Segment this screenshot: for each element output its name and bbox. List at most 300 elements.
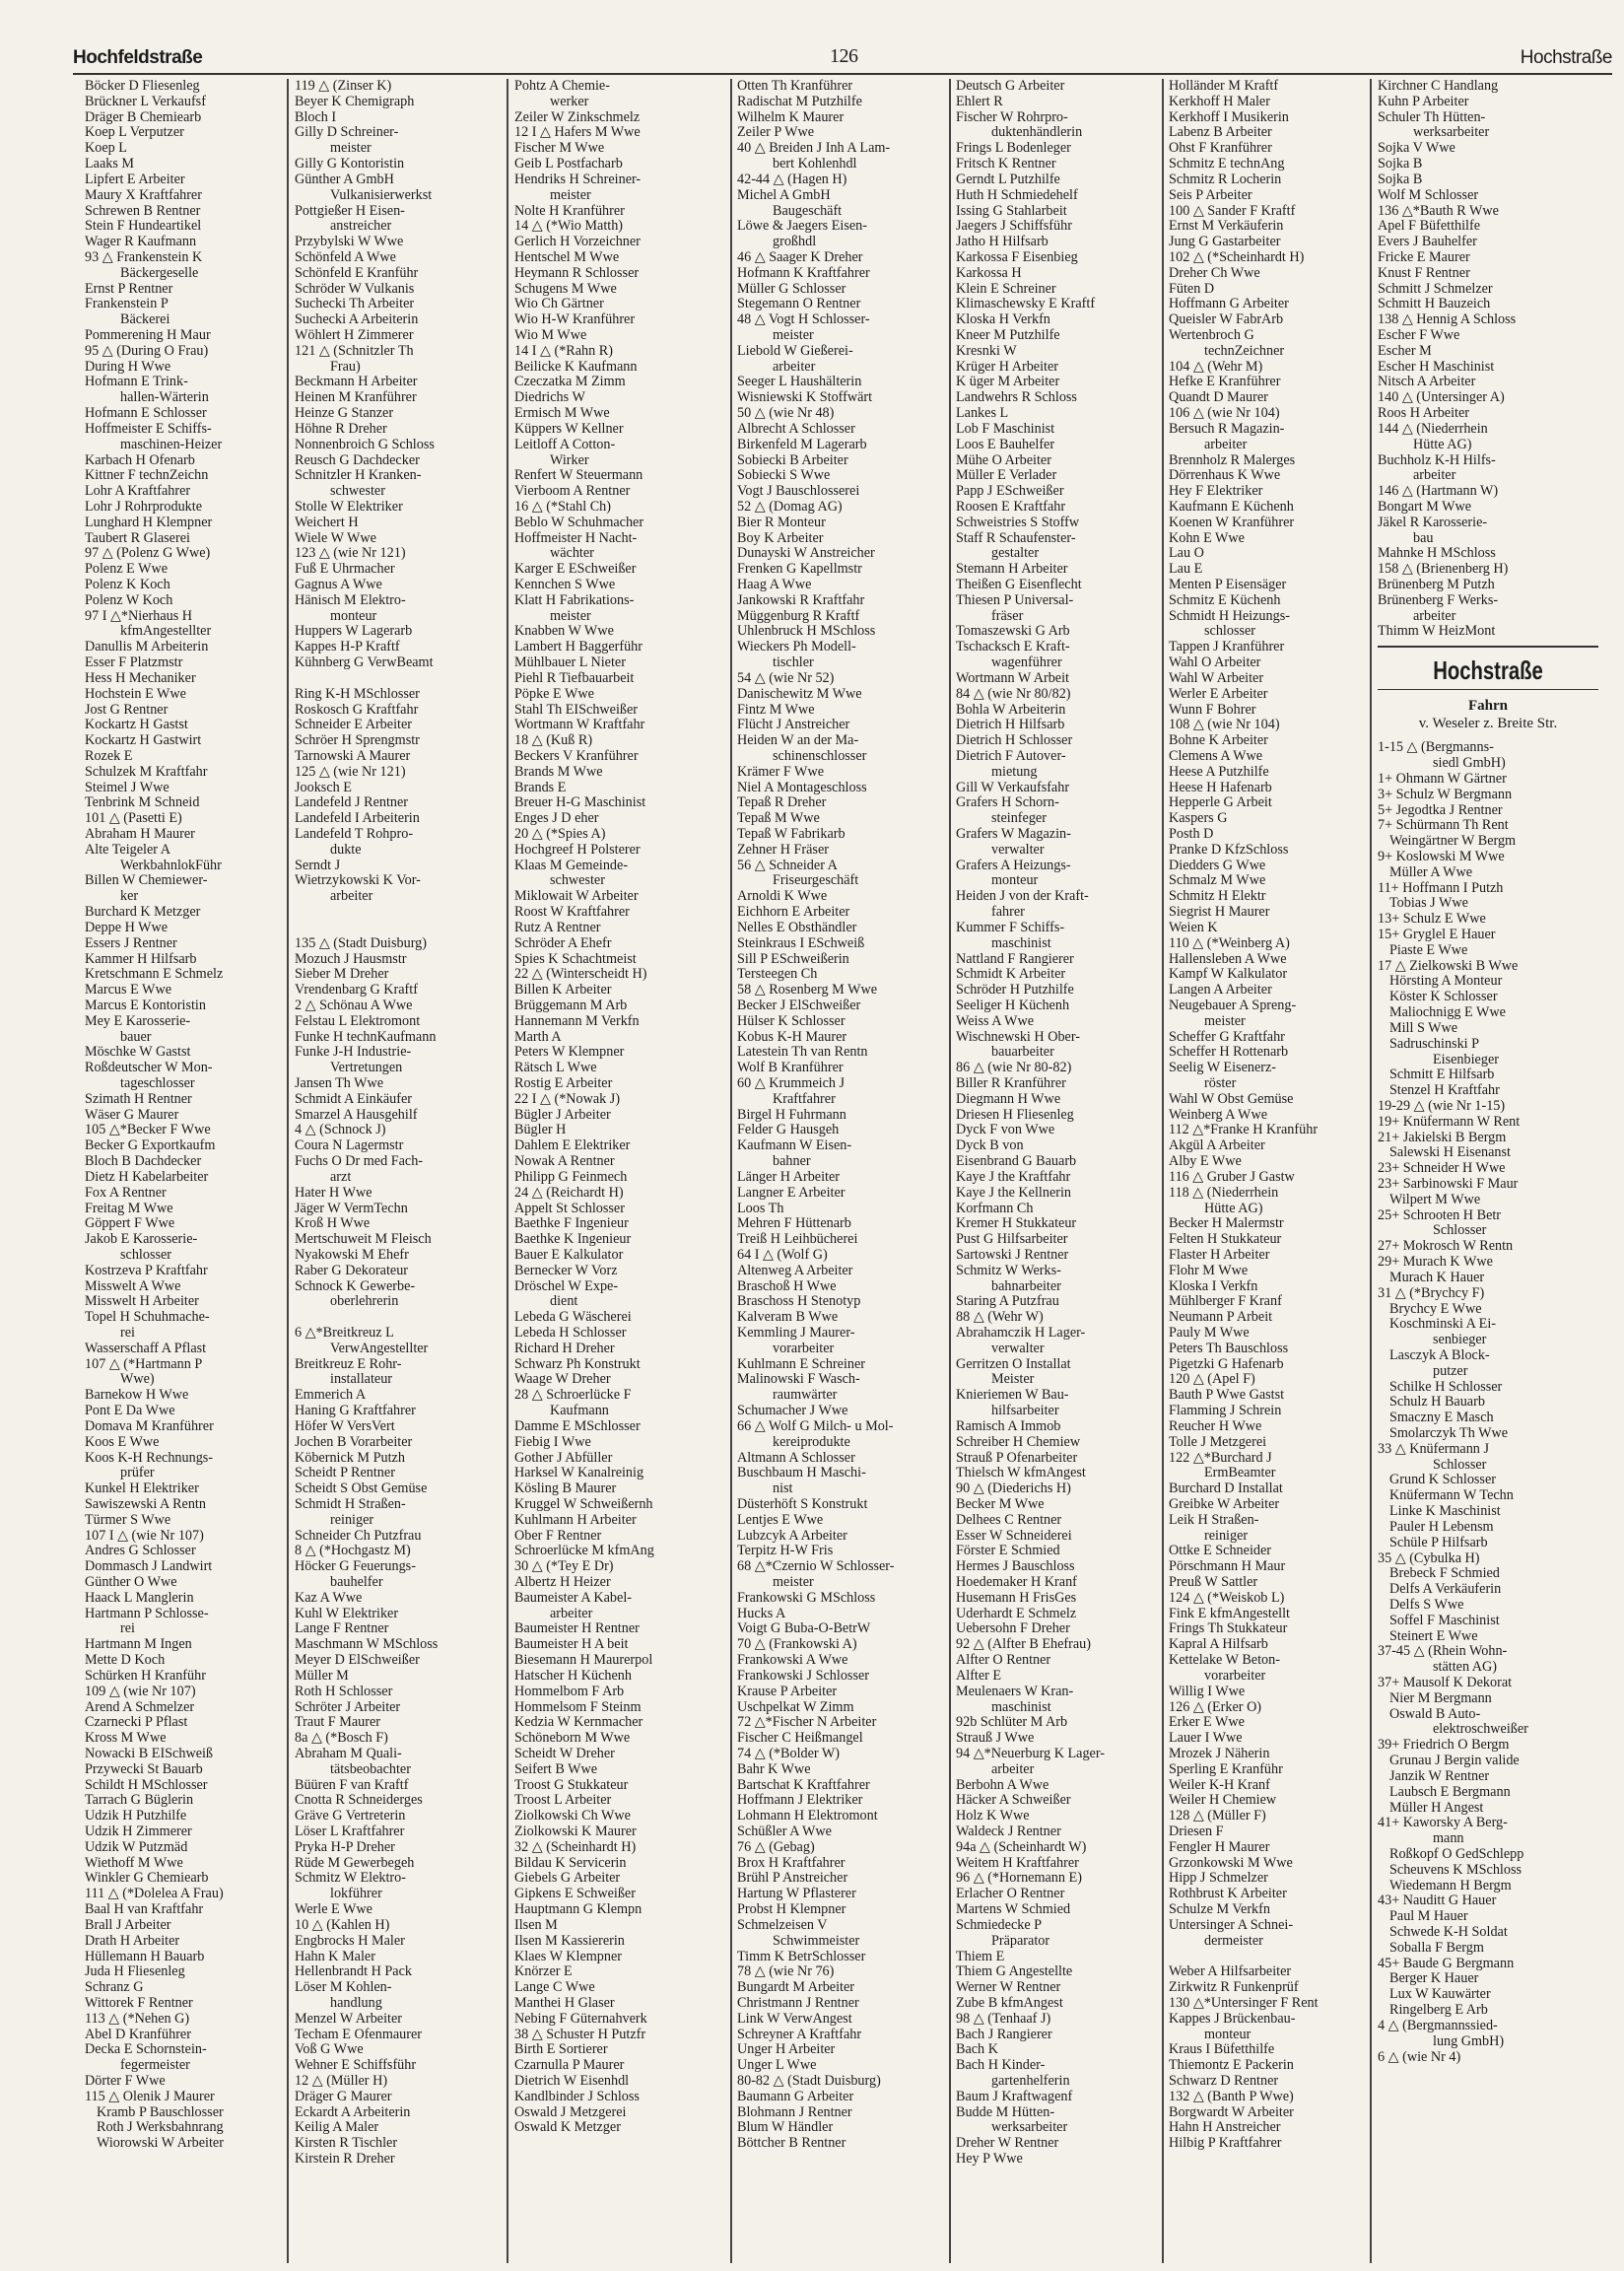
directory-entry: Frenken G Kapellmstr xyxy=(737,562,862,578)
directory-entry: Bohne K Arbeiter xyxy=(1169,733,1268,749)
directory-entry: Schmitz W Werks- xyxy=(956,1263,1061,1278)
directory-entry: Dyck B von xyxy=(956,1138,1024,1154)
directory-entry: Esser W Schneiderei xyxy=(956,1528,1072,1544)
directory-entry: Lebeda G Wäscherei xyxy=(514,1310,632,1326)
directory-entry: Mühlberger F Kranf xyxy=(1169,1294,1282,1310)
directory-entry: Küppers W Kellner xyxy=(514,421,624,437)
directory-entry: Brünenberg F Werks- xyxy=(1378,592,1499,608)
directory-entry: Friseurgeschäft xyxy=(773,873,859,889)
directory-entry: Wieckers Ph Modell- xyxy=(737,640,856,655)
directory-entry: Sartowski J Rentner xyxy=(956,1247,1069,1263)
directory-entry: wächter xyxy=(550,546,594,562)
directory-entry: Lohmann H Elektromont xyxy=(737,1809,878,1824)
directory-entry: Wolf B Kranführer xyxy=(737,1061,844,1076)
directory-entry: Brall J Arbeiter xyxy=(85,1917,171,1933)
directory-entry: Ohst F Kranführer xyxy=(1169,141,1272,157)
directory-entry: Kremer H Stukkateur xyxy=(956,1216,1077,1232)
directory-entry: Knieriemen W Bau- xyxy=(956,1388,1069,1404)
directory-entry: 92 △ (Alfter B Ehefrau) xyxy=(956,1637,1091,1653)
directory-entry: Beilicke K Kaufmann xyxy=(514,359,638,375)
directory-entry: Thiem G Angestellte xyxy=(956,1964,1073,1980)
directory-entry: Haning G Kraftfahrer xyxy=(295,1404,416,1419)
directory-entry: Laaks M xyxy=(85,157,135,172)
directory-entry: 5+ Jegodtka J Rentner xyxy=(1378,802,1503,818)
directory-entry: Stenzel H Kraftfahr xyxy=(1389,1083,1500,1099)
directory-entry: Serndt J xyxy=(295,858,341,873)
directory-entry: Fuß E Uhrmacher xyxy=(295,562,395,578)
directory-entry: Pöpke E Wwe xyxy=(514,686,594,702)
directory-entry: Hommelbom F Arb xyxy=(514,1684,625,1699)
directory-entry: Schrewen B Rentner xyxy=(85,203,201,219)
directory-entry: 40 △ Breiden J Inh A Lam- xyxy=(737,141,891,157)
directory-entry: verwalter xyxy=(991,842,1045,858)
directory-entry: Flaster H Arbeiter xyxy=(1169,1247,1270,1263)
directory-entry: Klaes W Klempner xyxy=(514,1949,623,1964)
directory-entry: Weingärtner W Bergm xyxy=(1389,834,1517,850)
directory-entry: Scheidt S Obst Gemüse xyxy=(295,1481,428,1497)
directory-entry: Frankowski G MSchloss xyxy=(737,1590,876,1606)
directory-entry: Lipfert E Arbeiter xyxy=(85,172,185,187)
directory-entry: Hütte AG) xyxy=(1204,1201,1263,1216)
directory-entry: Escher H Maschinist xyxy=(1378,359,1495,375)
directory-entry: Müller E Verlader xyxy=(956,468,1057,484)
directory-entry: Müller A Wwe xyxy=(1389,864,1473,880)
directory-entry: arbeiter xyxy=(773,359,816,375)
directory-entry: Wager R Kaufmann xyxy=(85,235,197,250)
directory-entry: Escher F Wwe xyxy=(1378,328,1460,343)
directory-entry: Zeiler P Wwe xyxy=(737,125,815,141)
directory-entry: Udzik H Zimmerer xyxy=(85,1824,192,1839)
directory-entry: Breitkreuz E Rohr- xyxy=(295,1356,402,1372)
directory-entry: 112 △*Franke H Kranführ xyxy=(1169,1123,1319,1138)
directory-entry: Heiden J von der Kraft- xyxy=(956,889,1089,905)
directory-entry: Thiem E xyxy=(956,1949,1005,1964)
directory-entry: Steinkraus I ESchweiß xyxy=(737,935,865,951)
directory-entry: Kaufmann E Küchenh xyxy=(1169,499,1294,515)
directory-entry: Becker M Wwe xyxy=(956,1496,1045,1512)
directory-entry: Wirker xyxy=(550,452,589,468)
directory-entry: Hochgreef H Polsterer xyxy=(514,842,641,858)
directory-entry: technZeichner xyxy=(1204,343,1285,359)
directory-entry: Kuhn P Arbeiter xyxy=(1378,94,1469,109)
directory-entry xyxy=(1169,1950,1366,1965)
directory-entry: Staff R Schaufenster- xyxy=(956,530,1076,546)
directory-entry: Kraftfahrer xyxy=(773,1091,836,1107)
directory-entry: Kerkhoff H Maler xyxy=(1169,94,1270,109)
directory-entry: Stolle W Elektriker xyxy=(295,499,403,515)
directory-entry: Kummer F Schiffs- xyxy=(956,920,1065,935)
directory-entry: lung GmbH) xyxy=(1433,2033,1505,2049)
directory-entry: Untersinger A Schnei- xyxy=(1169,1917,1294,1933)
directory-entry: 54 △ (wie Nr 52) xyxy=(737,670,835,686)
directory-entry: Jäkel R Karosserie- xyxy=(1378,515,1488,530)
directory-entry: Fischer M Wwe xyxy=(514,141,605,157)
directory-entry: 22 I △ (*Nowak J) xyxy=(514,1091,621,1107)
directory-entry: Stein F Hundeartikel xyxy=(85,219,202,235)
directory-entry: Schönfeld E Kranführ xyxy=(295,265,419,281)
directory-entry: Hauptmann G Klempn xyxy=(514,1902,643,1918)
directory-entry: Schweistries S Stoffw xyxy=(956,515,1080,530)
directory-entry: Strauß P Ofenarbeiter xyxy=(956,1450,1078,1466)
directory-entry: Dahlem E Elektriker xyxy=(514,1138,631,1154)
directory-entry: Deppe H Wwe xyxy=(85,920,169,935)
directory-entry: Dröschel W Expe- xyxy=(514,1278,619,1294)
directory-entry: Arend A Schmelzer xyxy=(85,1699,195,1715)
directory-entry: Becker G Exportkaufm xyxy=(85,1138,216,1154)
directory-entry: Kirsten R Tischler xyxy=(295,2136,398,2152)
directory-entry: 60 △ Krummeich J xyxy=(737,1076,846,1091)
directory-entry: Alte Teigeler A xyxy=(85,842,170,858)
directory-entry: Roos H Arbeiter xyxy=(1378,406,1469,422)
column-2 xyxy=(295,79,504,2263)
directory-entry: 132 △ (Banth P Wwe) xyxy=(1169,2089,1294,2104)
directory-entry xyxy=(295,905,504,921)
directory-entry: Landefeld T Rohpro- xyxy=(295,827,414,842)
directory-entry: Karger E ESchweißer xyxy=(514,562,637,578)
directory-entry: 95 △ (During O Frau) xyxy=(85,343,209,359)
directory-entry: Schönfeld A Wwe xyxy=(295,249,396,265)
directory-entry: fegermeister xyxy=(120,2058,190,2074)
directory-entry: Dietrich W Eisenhdl xyxy=(514,2074,630,2089)
directory-entry: Schmitz R Locherin xyxy=(1169,172,1282,187)
directory-entry: 76 △ (Gebag) xyxy=(737,1839,815,1855)
directory-entry: Müller H Angest xyxy=(1389,1800,1484,1816)
directory-entry: Werler E Arbeiter xyxy=(1169,686,1268,702)
directory-entry: Weichert H xyxy=(295,515,359,530)
directory-entry: Czeczatka M Zimm xyxy=(514,375,626,390)
column-6 xyxy=(1169,79,1366,2263)
directory-entry: Hepperle G Arbeit xyxy=(1169,795,1272,811)
street-heading: Hochstraße xyxy=(1433,655,1543,686)
directory-entry: Wasserschaff A Pflast xyxy=(85,1341,207,1356)
directory-entry: rei xyxy=(120,1621,135,1637)
directory-entry: Holländer M Kraftf xyxy=(1169,79,1279,94)
directory-entry: Alfter E xyxy=(956,1668,1002,1684)
directory-entry: röster xyxy=(1204,1076,1237,1091)
directory-entry: Sojka V Wwe xyxy=(1378,141,1455,157)
directory-entry: Wio H-W Kranführer xyxy=(514,312,636,328)
column-7 xyxy=(1378,79,1598,2263)
directory-entry: Hater H Wwe xyxy=(295,1185,372,1201)
directory-entry: Schmelzeisen V xyxy=(737,1917,828,1933)
directory-entry: Brühl P Anstreicher xyxy=(737,1871,848,1887)
directory-entry: Appelt St Schlosser xyxy=(514,1201,625,1216)
directory-entry: Labenz B Arbeiter xyxy=(1169,125,1272,141)
directory-entry: Wio Ch Gärtner xyxy=(514,297,604,312)
directory-entry: Timm K BetrSchlosser xyxy=(737,1949,866,1964)
directory-entry: Pottgießer H Eisen- xyxy=(295,203,405,219)
directory-entry: Fuchs O Dr med Fach- xyxy=(295,1154,424,1170)
directory-entry: Hommelsom F Steinm xyxy=(514,1699,642,1715)
directory-entry: Tarnowski A Maurer xyxy=(295,748,411,764)
directory-entry: Suchecki Th Arbeiter xyxy=(295,297,415,312)
directory-entry: Lankes L xyxy=(956,406,1009,422)
directory-entry: Vierboom A Rentner xyxy=(514,484,631,500)
directory-entry: 7+ Schürmann Th Rent xyxy=(1378,818,1509,834)
directory-entry: Diedrichs W xyxy=(514,390,585,406)
directory-entry: Gilly G Kontoristin xyxy=(295,157,405,172)
directory-entry: Fink E kfmAngestellt xyxy=(1169,1606,1290,1621)
directory-entry: Bauth P Wwe Gastst xyxy=(1169,1388,1285,1404)
directory-entry: Pohtz A Chemie- xyxy=(514,79,610,94)
directory-entry: Jakob E Karosserie- xyxy=(85,1232,198,1248)
directory-entry: 130 △*Untersinger F Rent xyxy=(1169,1995,1319,2011)
directory-entry: 104 △ (Wehr M) xyxy=(1169,359,1263,375)
directory-entry: Wortmann W Arbeit xyxy=(956,670,1069,686)
directory-entry: 107 △ (*Hartmann P xyxy=(85,1356,203,1372)
directory-entry: Polenz E Wwe xyxy=(85,562,169,578)
directory-entry: Alfter O Rentner xyxy=(956,1653,1051,1669)
directory-entry: 108 △ (wie Nr 104) xyxy=(1169,718,1280,733)
directory-entry: Bügler J Arbeiter xyxy=(514,1107,611,1123)
directory-entry: meister xyxy=(330,141,372,157)
directory-entry: VerwAngestellter xyxy=(330,1341,429,1356)
directory-entry: Kraus I Büfetthilfe xyxy=(1169,2042,1275,2058)
directory-entry: Dietrich H Hilfsarb xyxy=(956,718,1065,733)
directory-entry: Grunau J Bergin valide xyxy=(1389,1754,1520,1769)
directory-entry: Clemens A Wwe xyxy=(1169,748,1263,764)
directory-entry: Schöneborn M Wwe xyxy=(514,1731,631,1747)
directory-entry: Arnoldi K Wwe xyxy=(737,889,828,905)
directory-entry: Misswelt A Wwe xyxy=(85,1278,181,1294)
directory-entry: Wiethoff M Wwe xyxy=(85,1855,183,1871)
directory-entry: Thielsch W kfmAngest xyxy=(956,1466,1086,1481)
directory-entry: Meyer D ElSchweißer xyxy=(295,1653,420,1669)
directory-entry: arbeiter xyxy=(1204,437,1248,452)
directory-entry: Knörzer E xyxy=(514,1964,573,1980)
directory-entry: Husemann H FrisGes xyxy=(956,1590,1077,1606)
directory-entry: Nier M Bergmann xyxy=(1389,1690,1492,1706)
directory-entry: Wietrzykowski K Vor- xyxy=(295,873,421,889)
directory-entry: Mozuch J Hausmstr xyxy=(295,951,407,967)
directory-entry: Ringelberg E Arb xyxy=(1389,2003,1488,2019)
directory-entry: Kohn E Wwe xyxy=(1169,530,1245,546)
directory-entry: Kösling B Maurer xyxy=(514,1481,617,1497)
directory-entry: Nolte H Kranführer xyxy=(514,203,625,219)
directory-entry: Bügler H xyxy=(514,1123,567,1138)
directory-entry: Langen A Arbeiter xyxy=(1169,983,1272,998)
directory-entry: Peters Th Bauschloss xyxy=(1169,1341,1289,1356)
directory-entry: Voigt G Buba-O-BetrW xyxy=(737,1621,871,1637)
directory-entry: 111 △ (*Dolelea A Frau) xyxy=(85,1887,224,1902)
directory-entry: 97 △ (Polenz G Wwe) xyxy=(85,546,211,562)
directory-entry: Thimm W HeizMont xyxy=(1378,624,1496,640)
column-7-entries xyxy=(1378,79,1598,640)
directory-entry: fräser xyxy=(991,608,1024,624)
directory-entry: Jost G Rentner xyxy=(85,702,169,718)
directory-entry: Mühlbauer L Nieter xyxy=(514,655,626,671)
directory-entry: Tobias J Wwe xyxy=(1389,896,1468,912)
directory-entry: Baumeister A Kabel- xyxy=(514,1590,632,1606)
directory-entry: 39+ Friedrich O Bergm xyxy=(1378,1738,1510,1754)
directory-entry: Taubert R Glaserei xyxy=(85,530,190,546)
directory-entry: Lange C Wwe xyxy=(514,1980,595,1996)
directory-entry: Grafers W Magazin- xyxy=(956,827,1071,842)
directory-entry: 52 △ (Domag AG) xyxy=(737,499,843,515)
directory-entry: Ziolkowski Ch Wwe xyxy=(514,1809,631,1824)
directory-entry: Dörter F Wwe xyxy=(85,2074,166,2089)
directory-entry: Hoedemaker H Kranf xyxy=(956,1575,1077,1590)
directory-entry: Enges J D eher xyxy=(514,811,599,827)
directory-entry: Pont E Da Wwe xyxy=(85,1404,175,1419)
directory-entry: Marth A xyxy=(514,1029,562,1045)
directory-entry: Thiemontz E Packerin xyxy=(1169,2058,1294,2074)
directory-entry: bert Kohlenhdl xyxy=(773,157,857,172)
directory-entry xyxy=(295,1310,504,1326)
directory-entry: Kirstein R Dreher xyxy=(295,2152,395,2168)
directory-entry: Treiß H Leihbücherei xyxy=(737,1232,858,1248)
directory-entry: Baal H van Kraftfahr xyxy=(85,1902,204,1918)
directory-entry: Wisniewski K Stoffwärt xyxy=(737,390,873,406)
directory-entry: Ermisch M Wwe xyxy=(514,406,610,422)
section-rule xyxy=(1378,646,1598,648)
directory-entry: ErmBeamter xyxy=(1204,1466,1276,1481)
directory-entry: Köbernick M Putzh xyxy=(295,1450,405,1466)
directory-entry: Wäser G Maurer xyxy=(85,1107,179,1123)
directory-entry: Holz K Wwe xyxy=(956,1809,1030,1824)
column-divider xyxy=(287,79,289,2263)
directory-entry: Lohr J Rohrprodukte xyxy=(85,499,203,515)
directory-entry: Schneider Ch Putzfrau xyxy=(295,1528,422,1544)
directory-entry: Reucher H Wwe xyxy=(1169,1418,1262,1434)
directory-entry: Dräger B Chemiearb xyxy=(85,109,202,125)
directory-entry: 1+ Ohmann W Gärtner xyxy=(1378,771,1507,787)
directory-entry: Cnotta R Schneiderges xyxy=(295,1793,423,1809)
directory-entry: Landefeld I Arbeiterin xyxy=(295,811,420,827)
directory-entry: Heymann R Schlosser xyxy=(514,265,640,281)
directory-entry: Birth E Sortierer xyxy=(514,2042,608,2058)
directory-entry: Schmalz M Wwe xyxy=(1169,873,1266,889)
directory-entry: Smarzel A Hausgehilf xyxy=(295,1107,418,1123)
directory-entry: Kunkel H Elektriker xyxy=(85,1481,199,1497)
directory-entry: Schulz H Bauarb xyxy=(1389,1395,1485,1411)
directory-entry: 38 △ Schuster H Putzfr xyxy=(514,2027,646,2042)
directory-entry: Kostrzeva P Kraftfahr xyxy=(85,1263,208,1278)
directory-entry: Rüde M Gewerbegeh xyxy=(295,1855,415,1871)
directory-entry: Koos K-H Rechnungs- xyxy=(85,1450,214,1466)
directory-entry: Gerndt L Putzhilfe xyxy=(956,172,1060,187)
directory-entry: elektroschweißer xyxy=(1433,1722,1528,1738)
directory-entry: Pauler H Lebensm xyxy=(1389,1519,1494,1535)
directory-entry: Schüle P Hilfsarb xyxy=(1389,1535,1488,1550)
directory-entry: Nebing F Güternahverk xyxy=(514,2011,647,2027)
directory-entry: 58 △ Rosenberg M Wwe xyxy=(737,983,877,998)
directory-entry: 86 △ (wie Nr 80-82) xyxy=(956,1061,1072,1076)
directory-entry: Bauer E Kalkulator xyxy=(514,1247,624,1263)
directory-entry: Kockartz H Gastst xyxy=(85,718,188,733)
directory-entry: Seis P Arbeiter xyxy=(1169,187,1252,203)
directory-entry: Greibke W Arbeiter xyxy=(1169,1496,1280,1512)
directory-entry: 70 △ (Frankowski A) xyxy=(737,1637,857,1653)
directory-entry: 1-15 △ (Bergmanns- xyxy=(1378,740,1494,756)
directory-entry: Gill W Verkaufsfahr xyxy=(956,780,1070,795)
directory-entry: 88 △ (Wehr W) xyxy=(956,1310,1044,1326)
directory-entry: 13+ Schulz E Wwe xyxy=(1378,912,1486,928)
directory-entry: Rutz A Rentner xyxy=(514,920,601,935)
directory-entry: Bier R Monteur xyxy=(737,515,826,530)
directory-entry: Ernst P Rentner xyxy=(85,281,173,297)
directory-entry: Uschpelkat W Zimm xyxy=(737,1699,854,1715)
directory-entry: Häcker A Schweißer xyxy=(956,1793,1071,1809)
directory-entry: Brüggemann M Arb xyxy=(514,998,628,1013)
directory-entry: Danullis M Arbeiterin xyxy=(85,640,209,655)
directory-entry: Billen W Chemiewer- xyxy=(85,873,208,889)
directory-entry: senbieger xyxy=(1433,1333,1487,1348)
directory-entry: tageschlosser xyxy=(120,1076,195,1091)
directory-entry: Biesemann H Maurerpol xyxy=(514,1653,653,1669)
directory-entry: Delhees C Rentner xyxy=(956,1512,1062,1528)
directory-entry: großhdl xyxy=(773,235,817,250)
directory-entry: Driesen H Fliesenleg xyxy=(956,1107,1074,1123)
directory-entry: Nitsch A Arbeiter xyxy=(1378,375,1476,390)
directory-entry: Harksel W Kanalreinig xyxy=(514,1466,644,1481)
directory-entry: Fengler H Maurer xyxy=(1169,1839,1270,1855)
directory-entry: Schröter J Arbeiter xyxy=(295,1699,401,1715)
directory-entry: Koep L Verputzer xyxy=(85,125,184,141)
directory-entry: Schröder A Ehefr xyxy=(514,935,612,951)
directory-entry: Schwimmeister xyxy=(773,1933,860,1949)
directory-entry: Mühe O Arbeiter xyxy=(956,452,1051,468)
directory-entry: Heese H Hafenarb xyxy=(1169,780,1272,795)
directory-entry: Hartmann P Schlosse- xyxy=(85,1606,209,1621)
column-divider xyxy=(507,79,508,2263)
directory-entry: Düsterhöft S Konstrukt xyxy=(737,1496,868,1512)
directory-entry: Schlosser xyxy=(1433,1457,1487,1473)
directory-entry: Grund K Schlosser xyxy=(1389,1473,1496,1488)
directory-entry: Funke H technKaufmann xyxy=(295,1029,437,1045)
directory-entry: 37-45 △ (Rhein Wohn- xyxy=(1378,1644,1508,1660)
directory-entry: Sobiecki B Arbeiter xyxy=(737,452,848,468)
directory-entry: Wöhlert H Zimmerer xyxy=(295,328,414,343)
directory-entry: Landefeld J Rentner xyxy=(295,795,409,811)
directory-entry: Loos Th xyxy=(737,1201,784,1216)
directory-entry: Kuhlmann E Schreiner xyxy=(737,1356,866,1372)
directory-entry: Altmann A Schlosser xyxy=(737,1450,855,1466)
directory-entry: Willig I Wwe xyxy=(1169,1684,1246,1699)
directory-entry: Brands M Wwe xyxy=(514,764,603,780)
directory-entry: Weber A Hilfsarbeiter xyxy=(1169,1964,1292,1980)
directory-entry: Vertretungen xyxy=(330,1061,403,1076)
directory-entry: Ilsen M Kassiererin xyxy=(514,1933,625,1949)
directory-entry: Fintz M Wwe xyxy=(737,702,815,718)
directory-entry: mann xyxy=(1433,1831,1464,1847)
directory-entry: Wittorek F Rentner xyxy=(85,1995,193,2011)
directory-entry: Kalveram B Wwe xyxy=(737,1310,839,1326)
directory-entry: Uhlenbruck H MSchloss xyxy=(737,624,876,640)
directory-entry: Berger K Hauer xyxy=(1389,1971,1479,1987)
directory-entry: Eisenbieger xyxy=(1433,1052,1499,1067)
directory-entry: Probst H Klempner xyxy=(737,1902,846,1918)
directory-entry: Akgül A Arbeiter xyxy=(1169,1138,1265,1154)
directory-entry: 138 △ Hennig A Schloss xyxy=(1378,312,1517,328)
directory-entry: 8a △ (*Bosch F) xyxy=(295,1731,388,1747)
directory-entry: Sieber M Dreher xyxy=(295,967,389,983)
directory-entry: Schwarz D Rentner xyxy=(1169,2074,1279,2089)
directory-entry: Wwe) xyxy=(120,1372,155,1388)
directory-entry: Renfert W Steuermann xyxy=(514,468,643,484)
directory-entry: bahnarbeiter xyxy=(991,1278,1061,1294)
directory-entry: Kedzia W Kernmacher xyxy=(514,1715,643,1731)
directory-entry: 115 △ Olenik J Maurer xyxy=(85,2089,215,2104)
directory-entry: Birgel H Fuhrmann xyxy=(737,1107,846,1123)
directory-entry: Queisler W FabrArb xyxy=(1169,312,1284,328)
directory-entry: 42-44 △ (Hagen H) xyxy=(737,172,847,187)
directory-entry: Winkler G Chemiearb xyxy=(85,1871,209,1887)
directory-entry: Dietrich H Schlosser xyxy=(956,733,1073,749)
directory-entry: Hoffmann G Arbeiter xyxy=(1169,297,1289,312)
directory-entry: Waldeck J Rentner xyxy=(956,1824,1061,1839)
directory-entry: Fricke E Maurer xyxy=(1378,249,1470,265)
